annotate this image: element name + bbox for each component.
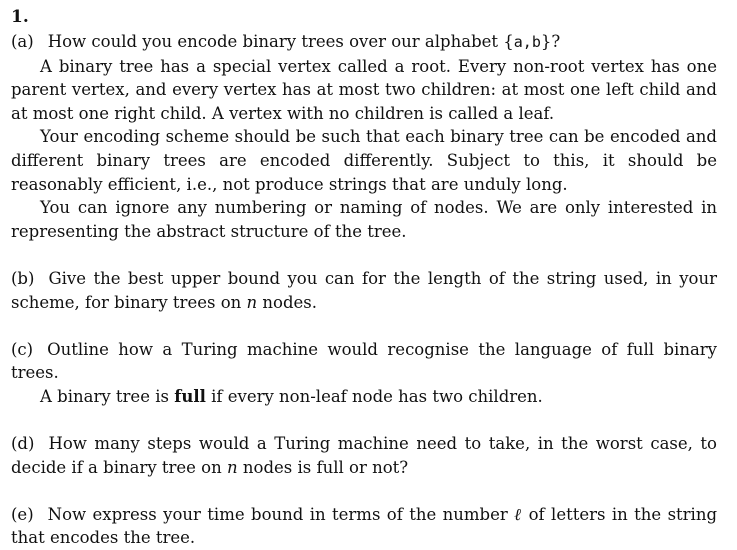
- part-d-variable-n: n: [227, 457, 238, 477]
- part-e-label: (e): [11, 504, 34, 524]
- part-d-label: (d): [11, 434, 35, 454]
- spacer: [11, 479, 717, 503]
- part-c-text: [11, 338, 717, 385]
- part-e-text-before: Now express your time bound in terms of the number: [47, 504, 508, 524]
- part-b-variable-n: n: [246, 292, 258, 312]
- part-c: [11, 338, 717, 409]
- question-number: 1.: [11, 7, 29, 27]
- part-a-prompt: [11, 30, 717, 55]
- exercise-page: [11, 6, 717, 550]
- part-c-definition: [11, 385, 717, 409]
- part-e-text-after: of letters in the string that encodes the tree.: [11, 504, 718, 548]
- part-d-text: [11, 432, 717, 479]
- part-c-prompt: Outline how a Turing machine would recognise the language of full binary trees.: [11, 339, 717, 383]
- part-c-label: (c): [11, 339, 34, 359]
- part-a-paragraph-1: A binary tree has a special vertex called a root. Every non-root vertex has one parent vertex, and every vertex has at most two children: at most one left child and at most one right child. A vertex with no children is called a leaf.: [11, 56, 717, 123]
- part-b-text-before: Give the best upper bound you can for the length of the string used, in your scheme, for binary trees on: [11, 268, 717, 312]
- part-a-paragraph-2: Your encoding scheme should be such that each binary tree can be encoded and different binary trees are encoded differently. Subject to this, it should be reasonably efficient, i.e., not produce strings that are unduly long.: [11, 127, 717, 194]
- part-a-prompt-before: How could you encode binary trees over our alphabet {: [47, 32, 514, 51]
- part-d-text-after: nodes is full or not?: [242, 457, 409, 477]
- full-term: full: [174, 386, 206, 406]
- part-e: [11, 503, 717, 550]
- part-b-label: (b): [11, 268, 35, 288]
- part-d-text-before: How many steps would a Turing machine need to take, in the worst case, to decide if a binary tree on: [11, 434, 717, 477]
- part-b: [11, 267, 717, 314]
- part-a-label: (a): [11, 32, 34, 51]
- part-c-def-before: A binary tree is: [40, 386, 169, 406]
- part-a-paragraph-3: You can ignore any numbering or naming of nodes. We are only interested in representing the abstract structure of the tree.: [11, 198, 717, 241]
- alphabet-symbols: a,b: [513, 33, 541, 51]
- part-b-text: [11, 267, 717, 314]
- part-e-variable-ell: ℓ: [514, 504, 523, 524]
- part-c-def-after: if every non-leaf node has two children.: [211, 386, 543, 406]
- part-a: [11, 30, 717, 243]
- part-b-text-after: nodes.: [262, 292, 318, 312]
- part-d: [11, 432, 717, 479]
- spacer: [11, 314, 717, 338]
- part-a-prompt-after: }?: [540, 32, 561, 51]
- spacer: [11, 409, 717, 433]
- spacer: [11, 243, 717, 267]
- part-e-text: [11, 503, 717, 550]
